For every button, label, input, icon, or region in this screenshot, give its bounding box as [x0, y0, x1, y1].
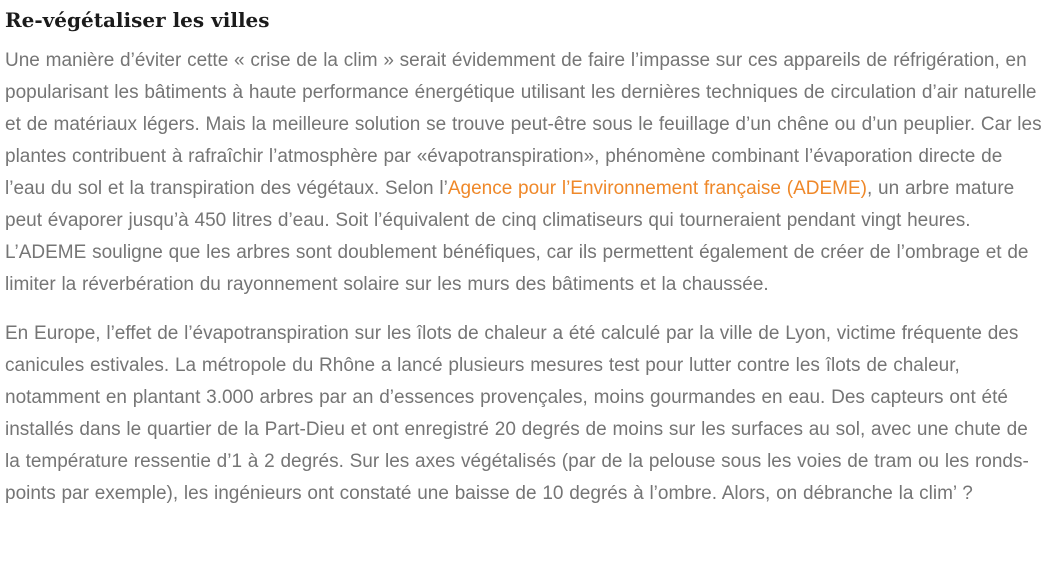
paragraph-evapotranspiration: [5, 45, 1042, 301]
ademe-link[interactable]: Agence pour l’Environnement française (ADEME): [447, 178, 867, 199]
article-section-heading: Re-végétaliser les villes: [5, 8, 270, 32]
paragraph-lyon-example: En Europe, l’effet de l’évapotranspiration sur les îlots de chaleur a été calculé par la ville de Lyon, victime fréquente des canicules estivales. La métropole du Rhône a lancé plusieurs mesures test pour lutter contre les îlots de chaleur, notamment en plantant 3.000 arbres par an d’essences provençales, moins gourmandes en eau. Des capteurs ont été installés dans le quartier de la Part-Dieu et ont enregistré 20 degrés de moins sur les surfaces au sol, avec une chute de la température ressentie d’1 à 2 degrés. Sur les axes végétalisés (par de la pelouse sous les voies de tram ou les ronds-points par exemple), les ingénieurs ont constaté une baisse de 10 degrés à l’ombre. Alors, on débranche la clim’ ?: [5, 323, 1029, 504]
paragraph-1-text-after-link: , un arbre mature peut évaporer jusqu’à 450 litres d’eau. Soit l’équivalent de cinq climatiseurs qui tourneraient pendant vingt heures. L’ADEME souligne que les arbres sont doublement bénéfiques, car ils permettent également de créer de l’ombrage et de limiter la réverbération du rayonnement solaire sur les murs des bâtiments et la chaussée.: [5, 178, 1029, 295]
paragraph-1-text-before-link: Une manière d’éviter cette « crise de la clim » serait évidemment de faire l’impasse sur ces appareils de réfrigération, en popularisant les bâtiments à haute performance énergétique utilisant les dernières techniques de circulation d’air naturelle et de matériaux légers. Mais la meilleure solution se trouve peut-être sous le feuillage d’un chêne ou d’un peuplier. Car les plantes contribuent à rafraîchir l’atmosphère par «évapotranspiration», phénomène combinant l’évaporation directe de l’eau du sol et la transpiration des végétaux. Selon l’: [5, 50, 1042, 199]
